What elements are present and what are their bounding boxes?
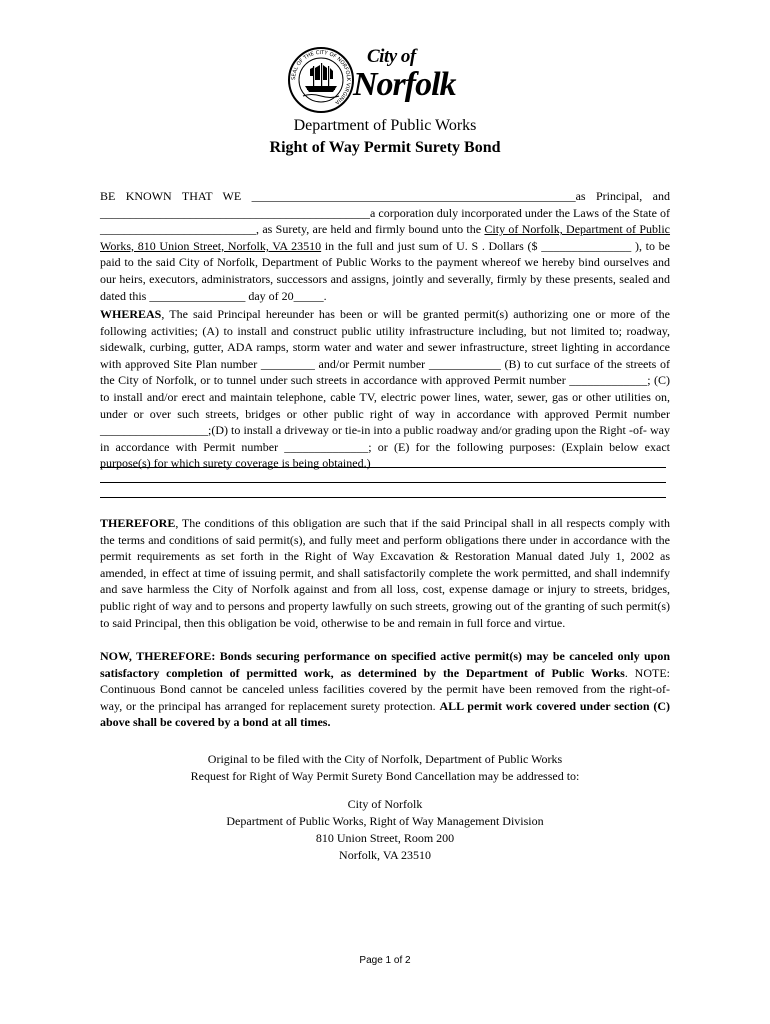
purpose-line[interactable] — [100, 497, 666, 498]
department-heading: Department of Public Works — [293, 117, 477, 134]
therefore-paragraph — [100, 515, 670, 631]
address-name: City of Norfolk — [347, 797, 423, 811]
therefore-text: , The conditions of this obligation are such that if the said Principal shall in all respects comply with the terms and conditions of said permit(s), and fully meet and perform obligations there under in accordance with the permit requirements as set forth in the Right of Way Excavation & Restoration Manual dated July 1, 2002 as amended, in effect at time of issuing permit, and shall satisfactorily complete the work permitted, and shall indemnify and save harmless the City of Norfolk against and from all loss, cost, expense damage or injury to streets, bridges, public right of way and to persons and property lawfully on such streets, growing out of the granting of such permit(s) to said Principal, then this obligation be void, otherwise to be and remain in full force and virtue. — [100, 516, 670, 630]
svg-text:SEAL OF THE CITY OF NORFOLK VI: SEAL OF THE CITY OF NORFOLK VIRGINIA — [290, 49, 352, 106]
bond-paragraph — [100, 188, 670, 304]
address-city: Norfolk, VA 23510 — [339, 848, 431, 862]
cancellation-instruction: Request for Right of Way Permit Surety Bond Cancellation may be addressed to: — [190, 769, 580, 783]
address-street: 810 Union Street, Room 200 — [315, 831, 455, 845]
whereas-text: , The said Principal hereunder has been or will be granted permit(s) authorizing one or more of the following activities; (A) to install and construct public utility infrastructure including, but not limited to; roadway, sidewalk, curbing, gutter, ADA ramps, storm water and water and sewer infrastructure, street lighting in accordance with approved Site Plan number _________ and/or Permit number ____________ (B) to cut surface of the streets of the City of Norfolk, or to tunnel under such streets in accordance with approved Permit number _____________; (C) to install and/or erect and maintain telephone, cable TV, electric power lines, water, sewer, gas or other utilities on, under or over such streets, bridges or other public right of way in accordance with approved Permit number __________________;(D) to install a driveway or tie-in into a public roadway and/or grading upon the Right -of- way in accordance with Permit number ______________; or (E) for the following purposes: (Explain below exact purpose(s) for which surety coverage is being obtained.) — [100, 307, 670, 471]
city-address-link[interactable]: City of Norfolk, Department of Public Works, 810 Union Street, Norfolk, VA 23510 — [100, 222, 671, 253]
section-c-requirement: ALL permit work covered under section (C) above shall be covered by a bond at all times. — [100, 698, 670, 730]
document-title: Right of Way Permit Surety Bond — [269, 139, 501, 156]
logo-norfolk: Norfolk — [353, 66, 456, 103]
whereas-paragraph — [100, 306, 670, 472]
city-logo — [287, 44, 487, 116]
bond-intro-line: BE KNOWN THAT WE ______________________________________________________as Principal, and — [100, 189, 670, 203]
purpose-line[interactable] — [100, 467, 666, 468]
filing-instruction: Original to be filed with the City of Norfolk, Department of Public Works — [207, 752, 563, 766]
address-division: Department of Public Works, Right of Way Management Division — [226, 814, 544, 828]
therefore-lead: THEREFORE — [100, 516, 176, 530]
bond-text-start: _____________________________________________a corporation duly incorporated under the Laws of the State of __________________________, as Surety, are held and firmly bound unto the — [100, 205, 670, 237]
logo-city-of: City of — [367, 46, 416, 67]
city-seal-icon — [287, 46, 355, 114]
page-number: Page 1 of 2 — [359, 955, 411, 966]
bond-text-end: in the full and just sum of U. S . Dollars ($ _______________ ), to be paid to the said City of Norfolk, Department of Public Works to the payment whereof we hereby bind ourselves and our heirs, executors, administrators, successors and assigns, jointly and severally, firmly by these presents, sealed and dated this ________________ day of 20_____. — [100, 238, 671, 303]
continuous-bond-note: . NOTE: Continuous Bond cannot be canceled unless facilities covered by the permit have been removed from the right-of-way, or the principal has arranged for replacement surety protection. — [100, 665, 670, 713]
now-therefore-paragraph — [100, 648, 670, 731]
whereas-lead: WHEREAS — [100, 307, 162, 321]
purpose-line[interactable] — [100, 482, 666, 483]
now-therefore-lead: NOW, THEREFORE: Bonds securing performance on specified active permit(s) may be canceled only upon satisfactory completion of permitted work, as determined by the Department of Public Works — [100, 649, 670, 680]
